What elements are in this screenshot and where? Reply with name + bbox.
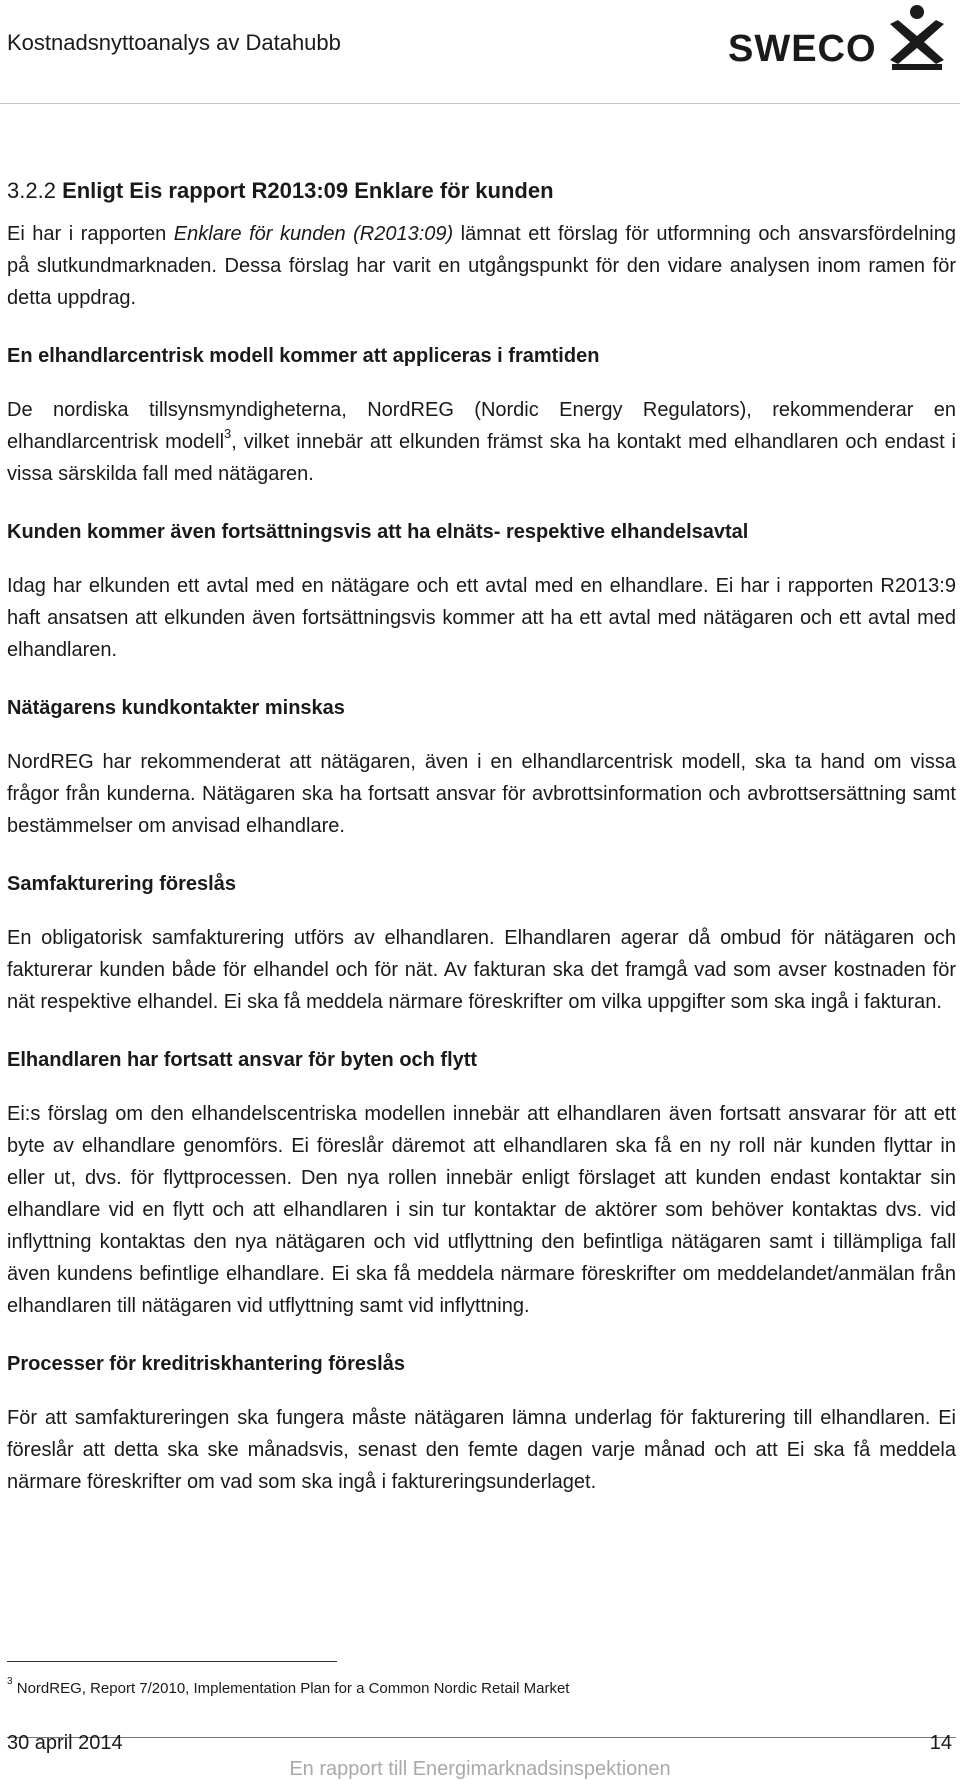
intro-text-before: Ei har i rapporten <box>7 223 174 245</box>
paragraph-kundkontakter: NordREG har rekommenderat att nätägaren, även i en elhandlarcentrisk modell, ska ta hand om vissa frågor från kunderna. Nätägaren ska ha fortsatt ansvar för avbrottsinformation och avbrottsersättning samt bestämmelser om anvisad elhandlare. <box>7 751 956 837</box>
paragraph-text-before: De nordiska tillsynsmyndigheterna, NordREG (Nordic Energy Regulators), rekommenderar en elhandlarcentrisk modell <box>7 399 956 453</box>
intro-text-after: lämnat ett förslag för utformning och ansvarsfördelning på slutkundmarknaden. Dessa förslag har varit en utgångspunkt för den vidare analysen inom ramen för detta uppdrag. <box>7 223 957 309</box>
section-heading <box>7 178 956 204</box>
footnote-reference[interactable]: 3 <box>224 426 232 442</box>
intro-paragraph <box>7 218 956 314</box>
subheading-kundkontakter: Nätägarens kundkontakter minskas <box>7 697 345 719</box>
paragraph-text-after: , vilket innebär att elkunden främst ska ha kontakt med elhandlaren och endast i vissa särskilda fall med nätägaren. <box>7 431 956 485</box>
paragraph-elhandlarcentrisk <box>7 394 956 490</box>
footnote-divider <box>7 1661 337 1662</box>
subheading-avtal: Kunden kommer även fortsättningsvis att ha elnäts- respektive elhandelsavtal <box>7 521 749 543</box>
page-number: 14 <box>929 1732 952 1754</box>
paragraph-byten-flytt: Ei:s förslag om den elhandelscentriska modellen innebär att elhandlaren även fortsatt ansvarar för att ett byte av elhandlare genomförs. Ei föreslår däremot att elhandlaren ska få en ny roll när kunden flyttar in eller ut, dvs. för flyttprocessen. Den nya rollen innebär enligt förslaget att kunden endast kontaktar sin elhandlare vid en flytt och att elhandlaren i sin tur kontaktar de aktörer som behöver kontaktas dvs. vid inflyttning kontaktas den nya nätägaren och vid utflyttning den befintliga nätägaren samt i tillämpliga fall även kundens befintlige elhandlare. Ei ska få meddela närmare föreskrifter om meddelandet/anmälan från elhandlaren till nätägaren vid utflyttning samt vid inflyttning. <box>7 1103 956 1317</box>
section-number: 3.2.2 <box>7 178 56 203</box>
section-title: Enligt Eis rapport R2013:09 Enklare för kunden <box>62 178 554 203</box>
footnote-number: 3 <box>7 1676 13 1687</box>
footnote-text: NordREG, Report 7/2010, Implementation Plan for a Common Nordic Retail Market <box>16 1680 570 1697</box>
subheading-byten-flytt: Elhandlaren har fortsatt ansvar för byten och flytt <box>7 1049 478 1071</box>
footnote <box>7 1676 570 1697</box>
paragraph-avtal: Idag har elkunden ett avtal med en nätägare och ett avtal med en elhandlare. Ei har i rapporten R2013:9 haft ansatsen att elkunden även fortsättningsvis kommer att ha ett avtal med nätägaren och ett avtal med elhandlaren. <box>7 575 956 661</box>
paragraph-samfakturering: En obligatorisk samfakturering utförs av elhandlaren. Elhandlaren agerar då ombud för nätägaren och fakturerar kunden både för elhandel och för nät. Av fakturan ska det framgå vad som avser kostnaden för nät respektive elhandel. Ei ska få meddela närmare föreskrifter om vilka uppgifter som ska ingå i fakturan. <box>7 927 956 1013</box>
logo-wordmark: SWECO <box>728 28 877 70</box>
footer-date: 30 april 2014 <box>7 1732 123 1754</box>
page-content <box>7 178 956 1498</box>
sweco-logo <box>728 0 960 92</box>
document-title: Kostnadsnyttoanalys av Datahubb <box>7 30 341 55</box>
subheading-samfakturering: Samfakturering föreslås <box>7 873 236 895</box>
subheading-elhandlarcentrisk: En elhandlarcentrisk modell kommer att appliceras i framtiden <box>7 345 600 367</box>
paragraph-kreditrisk: För att samfaktureringen ska fungera måste nätägaren lämna underlag för fakturering till elhandlaren. Ei föreslår att detta ska ske månadsvis, senast den femte dagen varje månad och att Ei ska få meddela närmare föreskrifter om vad som ska ingå i faktureringsunderlaget. <box>7 1407 956 1493</box>
sweco-figure-icon <box>886 2 948 74</box>
subheading-kreditrisk: Processer för kreditriskhantering föreslås <box>7 1353 405 1375</box>
report-title-italic: Enklare för kunden (R2013:09) <box>173 223 454 245</box>
footer-divider <box>7 1737 956 1738</box>
footer-subtitle: En rapport till Energimarknadsinspektionen <box>289 1758 671 1780</box>
page-header <box>0 0 960 104</box>
